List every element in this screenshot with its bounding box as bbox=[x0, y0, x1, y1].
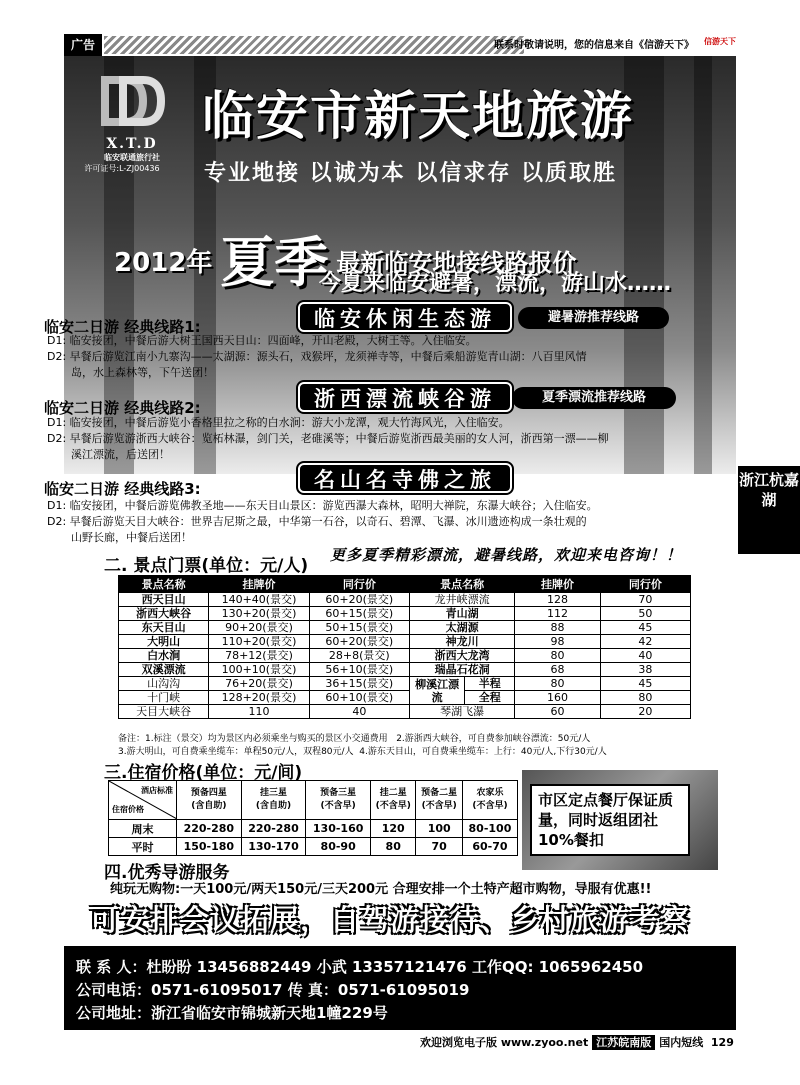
route-1-day-2: D2: 早餐后游览江南小九寨沟——太湖源：源头石，戏猴坪，龙须禅寺等，中餐后乘船游览青山湖：八百里风情 bbox=[47, 350, 587, 363]
note-4: 4.游东天目山，可自费乘坐缆车：上行：40元/人,下行30元/人 bbox=[359, 747, 607, 757]
cell-name: 柳溪江漂流 bbox=[410, 677, 465, 705]
cell-price: 88 bbox=[515, 621, 600, 635]
cell-name: 琴湖飞瀑 bbox=[410, 705, 515, 719]
route-1-tag: 避暑游推荐线路 bbox=[518, 307, 669, 329]
note-2: 2.游浙西大峡谷，可自费参加峡谷漂流：50元/人 bbox=[396, 734, 591, 744]
table-row bbox=[119, 593, 691, 607]
ad-label: 广告 bbox=[64, 34, 102, 56]
cell-name: 青山湖 bbox=[410, 607, 515, 621]
route-2-name: 浙西漂流峡谷游 bbox=[298, 382, 512, 412]
cell-price: 80 bbox=[515, 649, 600, 663]
cell-price: 150-180 bbox=[177, 838, 242, 856]
cell-sub-name: 全程 bbox=[465, 691, 515, 705]
cell-price: 128+20(景交) bbox=[209, 691, 309, 705]
ticket-price-table bbox=[118, 575, 691, 719]
cell-name: 西天目山 bbox=[119, 593, 209, 607]
cell-price: 60-70 bbox=[462, 838, 517, 856]
table-row bbox=[119, 677, 691, 691]
corner-bottom-label: 住宿价格 bbox=[112, 805, 144, 814]
cell-price: 78+12(景交) bbox=[209, 649, 309, 663]
note-1: 备注：1.标注（景交）均为景区内必须乘坐与购买的景区小交通费用 bbox=[118, 734, 388, 744]
table-row bbox=[119, 705, 691, 719]
cell-sub-name: 半程 bbox=[465, 677, 515, 691]
cell-price: 90+20(景交) bbox=[209, 621, 309, 635]
cell-price: 50 bbox=[600, 607, 690, 621]
page-number: 129 bbox=[710, 1036, 734, 1049]
cell-price: 60+10(景交) bbox=[309, 691, 409, 705]
cell-name: 瑞晶石花洞 bbox=[410, 663, 515, 677]
sub-slogan: 今夏来临安避暑，漂流，游山水…… bbox=[319, 271, 672, 296]
cell-price: 60+15(景交) bbox=[309, 607, 409, 621]
xtd-logo-icon bbox=[95, 70, 169, 132]
contact-person: 联 系 人：杜盼盼 13456882449 小武 13357121476 工作QQ: 1065962450 bbox=[76, 958, 644, 976]
cell-price: 160 bbox=[515, 691, 600, 705]
cell-price: 80 bbox=[370, 838, 415, 856]
col-attraction: 景点名称 bbox=[119, 576, 209, 593]
cell-price: 60+20(景交) bbox=[309, 593, 409, 607]
cell-price: 128 bbox=[515, 593, 600, 607]
cell-price: 36+15(景交) bbox=[309, 677, 409, 691]
top-notice: 联系时敬请说明，您的信息来自《信游天下》 bbox=[494, 40, 694, 51]
cell-price: 112 bbox=[515, 607, 600, 621]
cell-price: 76+20(景交) bbox=[209, 677, 309, 691]
cell-price: 70 bbox=[416, 838, 462, 856]
tree-silhouette bbox=[694, 56, 712, 474]
cell-price: 80-90 bbox=[306, 838, 371, 856]
col-attraction: 景点名称 bbox=[410, 576, 515, 593]
table-row bbox=[119, 607, 691, 621]
route-2-tag: 夏季漂流推荐线路 bbox=[512, 387, 676, 409]
table-row bbox=[119, 621, 691, 635]
route-3-day-2: D2: 早餐后游览天目大峡谷：世界吉尼斯之最，中华第一石谷，以奇石、碧潭、飞瀑、冰川遗迹构成一条壮观的 bbox=[47, 515, 587, 528]
top-bar bbox=[64, 34, 736, 56]
route-3-name: 名山名寺佛之旅 bbox=[298, 463, 512, 493]
cell-price: 45 bbox=[600, 621, 690, 635]
cell-price: 50+15(景交) bbox=[309, 621, 409, 635]
cell-price: 56+10(景交) bbox=[309, 663, 409, 677]
table-header-row bbox=[119, 576, 691, 593]
corner-top-label: 酒店标准 bbox=[141, 786, 173, 795]
cell-price: 60+20(景交) bbox=[309, 635, 409, 649]
cell-price: 100+10(景交) bbox=[209, 663, 309, 677]
cell-price: 120 bbox=[370, 820, 415, 838]
col-hotel: 预备二星 (不含早) bbox=[416, 781, 462, 820]
cell-name: 十门峡 bbox=[119, 691, 209, 705]
cell-name: 龙井峡漂流 bbox=[410, 593, 515, 607]
section-name: 国内短线 bbox=[659, 1036, 704, 1049]
route-3-day-2-cont: 山野长廊，中餐后送团！ bbox=[71, 531, 192, 544]
cell-name: 太湖源 bbox=[410, 621, 515, 635]
region-side-tab: 浙江杭嘉湖 bbox=[738, 466, 800, 554]
col-hotel: 预备四星 (含自助) bbox=[177, 781, 242, 820]
cell-price: 60 bbox=[515, 705, 600, 719]
logo-abbr: X.T.D bbox=[106, 136, 158, 152]
logo-agency-name: 临安联通旅行社 bbox=[104, 153, 160, 162]
cell-price: 42 bbox=[600, 635, 690, 649]
year: 2012年 bbox=[114, 248, 213, 278]
shopping-policy: 纯玩无购物:一天100元/两天150元/三天200元 合理安排一个土特产超市购物，导服有优惠!! bbox=[110, 882, 652, 897]
edition-tag: 江苏皖南版 bbox=[592, 1035, 655, 1050]
col-hotel: 农家乐 (不含早) bbox=[462, 781, 517, 820]
cell-price: 80-100 bbox=[462, 820, 517, 838]
cell-price: 80 bbox=[515, 677, 600, 691]
ticket-notes bbox=[118, 733, 708, 759]
col-hotel: 挂二星 (不含早) bbox=[370, 781, 415, 820]
table-row bbox=[119, 649, 691, 663]
hotel-price-table bbox=[108, 780, 518, 856]
route-2-day-2-cont: 溪江漂流，后送团！ bbox=[71, 448, 170, 461]
guide-title: 四.优秀导游服务 bbox=[104, 863, 230, 883]
cell-name: 天目大峡谷 bbox=[119, 705, 209, 719]
restaurant-promo: 市区定点餐厅保证质量，同时返组团社10%餐扣 bbox=[530, 784, 690, 856]
cell-price: 68 bbox=[515, 663, 600, 677]
diagonal-header bbox=[109, 781, 176, 819]
route-2-day-2: D2: 早餐后游览游浙西大峡谷：览柘林瀑，剑门关，老碓溪等；中餐后游览浙西最美丽的女人河，浙西第一漂——柳 bbox=[47, 432, 609, 445]
services-banner: 可安排会议拓展，自驾游接待、乡村旅游考察 bbox=[90, 903, 691, 937]
cell-price: 98 bbox=[515, 635, 600, 649]
contact-phone: 公司电话：0571-61095017 传 真：0571-61095019 bbox=[76, 981, 470, 999]
col-hotel: 挂三星 (含自助) bbox=[241, 781, 306, 820]
cell-price: 45 bbox=[600, 677, 690, 691]
col-trade-price: 同行价 bbox=[600, 576, 690, 593]
route-3-day-1: D1: 临安接团，中餐后游览佛教圣地——东天目山景区：游览西瀑大森林，昭明大禅院，东瀑大峡谷；入住临安。 bbox=[47, 499, 598, 512]
note-row bbox=[118, 733, 708, 746]
route-3-heading: 临安二日游 经典线路3: bbox=[44, 480, 201, 498]
col-hotel: 预备三星 (不含早) bbox=[306, 781, 371, 820]
route-1-heading: 临安二日游 经典线路1: bbox=[44, 318, 201, 336]
cell-name: 神龙川 bbox=[410, 635, 515, 649]
table-row bbox=[109, 838, 518, 856]
cell-price: 28+8(景交) bbox=[309, 649, 409, 663]
cell-price: 100 bbox=[416, 820, 462, 838]
cell-price: 80 bbox=[600, 691, 690, 705]
table-header-row bbox=[109, 781, 518, 820]
row-label: 周末 bbox=[109, 820, 177, 838]
cell-name: 山沟沟 bbox=[119, 677, 209, 691]
cell-price: 140+40(景交) bbox=[209, 593, 309, 607]
summer-label: 夏季 bbox=[220, 230, 329, 294]
col-trade-price: 同行价 bbox=[309, 576, 409, 593]
table-row bbox=[119, 635, 691, 649]
cell-price: 130-160 bbox=[306, 820, 371, 838]
col-list-price: 挂牌价 bbox=[209, 576, 309, 593]
route-1-name: 临安休闲生态游 bbox=[298, 302, 512, 332]
cell-name: 浙西大峡谷 bbox=[119, 607, 209, 621]
decorative-stripes bbox=[104, 36, 524, 54]
cell-price: 220-280 bbox=[177, 820, 242, 838]
table-row bbox=[119, 663, 691, 677]
page-title: 临安市新天地旅游 bbox=[202, 86, 635, 147]
tickets-title: 二. 景点门票(单位：元/人) bbox=[104, 556, 309, 576]
contact-panel bbox=[64, 946, 736, 1030]
agency-logo bbox=[82, 70, 182, 174]
corner-cell bbox=[109, 781, 177, 820]
latest-quote: 最新临安地接线路报价 bbox=[336, 249, 577, 277]
page-footer bbox=[420, 1034, 734, 1050]
cell-price: 110+20(景交) bbox=[209, 635, 309, 649]
route-2-heading: 临安二日游 经典线路2: bbox=[44, 399, 201, 417]
footer-website: 欢迎浏览电子版 www.zyoo.net bbox=[420, 1036, 589, 1049]
magazine-logo: 信游天下 bbox=[704, 37, 736, 46]
cell-price: 40 bbox=[309, 705, 409, 719]
table-row bbox=[109, 820, 518, 838]
route-1-day-1: D1: 临安接团，中餐后游大树王国西天目山：四面峰，开山老殿，大树王等。入住临安。 bbox=[47, 334, 477, 347]
cell-price: 130-170 bbox=[241, 838, 306, 856]
cell-name: 浙西大龙湾 bbox=[410, 649, 515, 663]
cell-price: 110 bbox=[209, 705, 309, 719]
cell-name: 大明山 bbox=[119, 635, 209, 649]
slogan: 专业地接 以诚为本 以信求存 以质取胜 bbox=[204, 161, 617, 186]
table-row bbox=[119, 691, 691, 705]
cell-price: 38 bbox=[600, 663, 690, 677]
cell-name: 白水涧 bbox=[119, 649, 209, 663]
contact-address: 公司地址：浙江省临安市锦城新天地1幢229号 bbox=[76, 1004, 388, 1022]
cell-name: 东天目山 bbox=[119, 621, 209, 635]
license-number: 许可证号:L-ZJ00436 bbox=[84, 164, 160, 173]
col-list-price: 挂牌价 bbox=[515, 576, 600, 593]
note-3: 3.游大明山，可自费乘坐缆车：单程50元/人，双程80元/人 bbox=[118, 747, 354, 757]
consult-note: 更多夏季精彩漂流，避暑线路，欢迎来电咨询！！ bbox=[330, 546, 683, 564]
cell-price: 40 bbox=[600, 649, 690, 663]
cell-price: 220-280 bbox=[241, 820, 306, 838]
row-label: 平时 bbox=[109, 838, 177, 856]
cell-price: 20 bbox=[600, 705, 690, 719]
cell-price: 130+20(景交) bbox=[209, 607, 309, 621]
hotel-title: 三.住宿价格(单位：元/间) bbox=[104, 763, 303, 783]
route-1-day-2-cont: 岛，水上森林等，下午送团！ bbox=[71, 366, 214, 379]
route-2-day-1: D1: 临安接团，中餐后游览小香格里拉之称的白水涧：游大小龙潭，观大竹海风光，入住临安。 bbox=[47, 416, 510, 429]
cell-price: 70 bbox=[600, 593, 690, 607]
cell-name: 双溪漂流 bbox=[119, 663, 209, 677]
